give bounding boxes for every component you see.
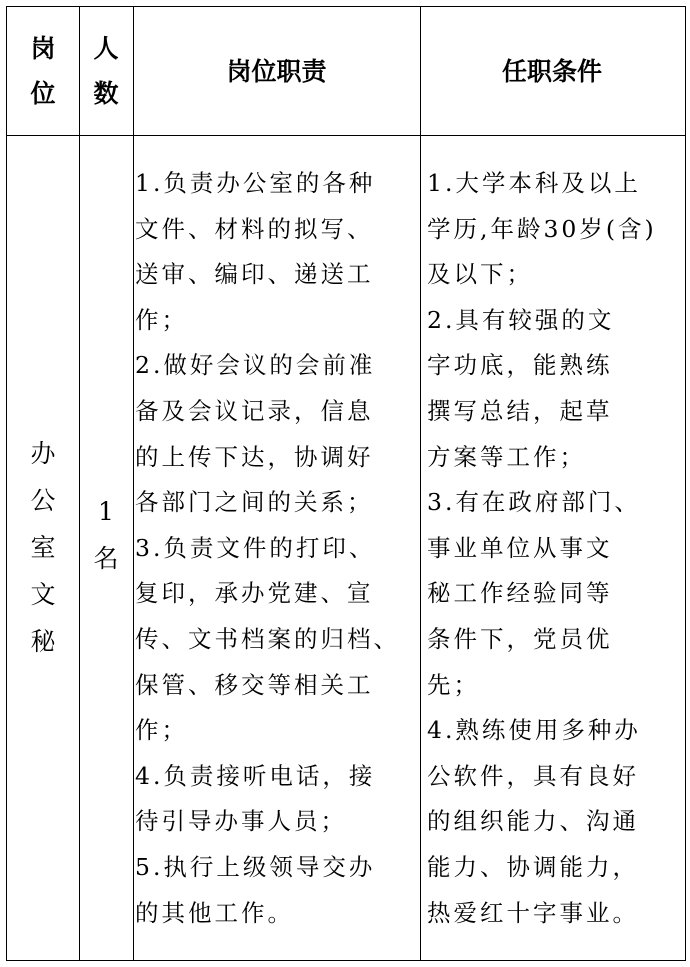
text-line: 作； xyxy=(135,716,188,745)
header-requirements xyxy=(420,7,684,135)
cell-requirements xyxy=(427,161,684,936)
header-count-char: 人 xyxy=(93,34,119,63)
text-line: 先； xyxy=(427,670,480,699)
text-line: 的上传下达，协调好 xyxy=(135,442,374,471)
count-unit: 名 xyxy=(93,544,119,573)
text-line: 热爱红十字事业。 xyxy=(427,898,639,927)
text-line: 复印，承办党建、宣 xyxy=(135,579,374,608)
divider xyxy=(420,7,421,960)
text-line: 条件下，党员优 xyxy=(427,624,613,653)
text-line: 的组织能力、沟通 xyxy=(427,807,639,836)
text-line: 保管、移交等相关工 xyxy=(135,670,374,699)
text-line: 的其他工作。 xyxy=(135,898,294,927)
text-line: 秘工作经验同等 xyxy=(427,579,613,608)
text-line: 5.执行上级领导交办 xyxy=(135,852,376,881)
position-name: 办公室文秘 xyxy=(30,438,56,656)
header-duties-label: 岗位职责 xyxy=(226,56,327,86)
text-line: 字功底，能熟练 xyxy=(427,351,613,380)
job-table xyxy=(6,6,686,961)
requirements-list xyxy=(427,161,684,936)
header-position-char: 位 xyxy=(30,79,56,108)
count-number: 1 xyxy=(98,497,114,526)
duties-list xyxy=(135,161,419,936)
text-line: 作； xyxy=(135,305,188,334)
text-line: 待引导办事人员； xyxy=(135,807,347,836)
header-position-char: 岗 xyxy=(30,34,56,63)
cell-duties xyxy=(135,161,419,936)
text-line: 2.做好会议的会前准 xyxy=(135,351,376,380)
text-line: 4.熟练使用多种办 xyxy=(427,716,641,745)
text-line: 送审、编印、递送工 xyxy=(135,260,374,289)
header-duties xyxy=(133,7,420,135)
header-requirements-label: 任职条件 xyxy=(501,56,602,86)
text-line: 1.负责办公室的各种 xyxy=(135,169,376,197)
cell-position xyxy=(7,135,79,959)
cell-count xyxy=(79,135,133,959)
text-line: 1.大学本科及以上 xyxy=(427,169,641,197)
text-line: 3.有在政府部门、 xyxy=(427,488,641,517)
text-line: 4.负责接听电话，接 xyxy=(135,761,376,790)
text-line: 公软件，具有良好 xyxy=(427,761,639,790)
text-line: 2.具有较强的文 xyxy=(427,305,615,334)
text-line: 事业单位从事文 xyxy=(427,533,613,562)
text-line: 各部门之间的关系； xyxy=(135,488,374,517)
text-line: 学历,年龄30岁(含) xyxy=(427,214,657,243)
divider xyxy=(133,7,134,960)
text-line: 撰写总结，起草 xyxy=(427,396,613,425)
header-position xyxy=(7,7,79,135)
text-line: 方案等工作； xyxy=(427,442,586,471)
text-line: 备及会议记录，信息 xyxy=(135,396,374,425)
text-line: 3.负责文件的打印、 xyxy=(135,533,376,562)
header-count xyxy=(79,7,133,135)
header-count-char: 数 xyxy=(93,79,119,108)
text-line: 能力、协调能力， xyxy=(427,852,639,881)
text-line: 传、文书档案的归档、 xyxy=(135,624,400,653)
text-line: 文件、材料的拟写、 xyxy=(135,214,374,243)
text-line: 及以下； xyxy=(427,260,533,289)
